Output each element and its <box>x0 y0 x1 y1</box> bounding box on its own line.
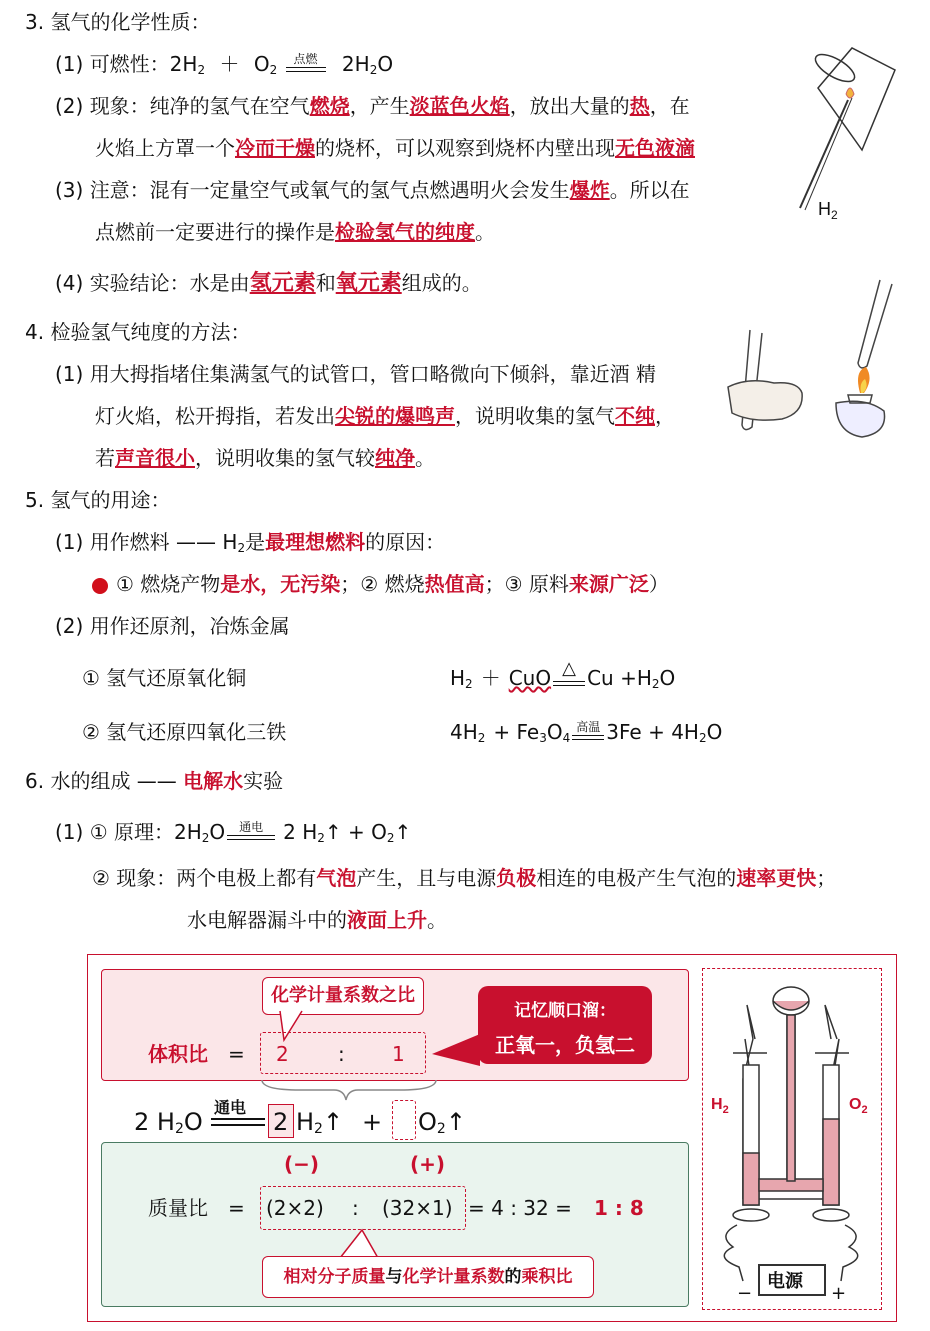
mass-h2: (2×2) <box>266 1196 324 1220</box>
apparatus-h2: $H_2$ <box>711 1096 729 1116</box>
test-tube-lamp-figure <box>720 275 920 445</box>
volume-label: 体积比 <box>148 1042 208 1066</box>
diagram-o2: $O_2↑$ <box>418 1108 466 1137</box>
mass-eq-sign: = <box>228 1196 245 1220</box>
mass-callout-pointer <box>320 1224 420 1260</box>
memo-pointer <box>430 1032 482 1072</box>
purity-line-2: 灯火焰，松开拇指，若发出尖锐的爆鸣声，说明收集的氢气不纯， <box>95 404 675 428</box>
conclusion-line: (4) 实验结论：水是由氢元素和氧元素组成的。 <box>55 271 482 296</box>
fig-h2-label: $H_2$ <box>818 199 838 222</box>
electrolysis-phenomenon-2: 水电解器漏斗中的液面上升。 <box>187 908 447 932</box>
condition-ignite: 点燃 <box>284 53 328 79</box>
diagram-cond: 通电 <box>214 1098 247 1117</box>
diagram-h2: $H_2↑$ <box>296 1108 344 1137</box>
mass-result: 1 : 8 <box>594 1196 644 1220</box>
memo-text: 正氧一，负氢二 <box>495 1033 635 1057</box>
volume-o2: 1 <box>392 1042 405 1066</box>
beaker-flame-figure <box>780 40 910 225</box>
memo-title: 记忆顺口溜： <box>514 1001 616 1021</box>
minus-label: − <box>737 1283 753 1304</box>
section-6-heading: 6. 水的组成 —— 电解水实验 <box>25 769 284 793</box>
power-label: 电源 <box>767 1271 803 1292</box>
volume-eq-sign: = <box>228 1042 245 1066</box>
cond-bar-2 <box>211 1124 265 1126</box>
stoich-callout: 化学计量系数之比 <box>262 977 424 1015</box>
diagram-plus: + <box>362 1108 383 1136</box>
diagram-water: 2 $H_2O$ <box>134 1108 203 1137</box>
phenomenon-line-1: (2) 现象：纯净的氢气在空气燃烧，产生淡蓝色火焰，放出大量的热，在 <box>55 94 690 118</box>
pos-label: (+) <box>410 1152 446 1176</box>
electrolysis-principle: (1) ① 原理：$2H_2O$ 通电 2 $H_2↑$ + $O_2↑$ <box>55 819 412 845</box>
purity-line-3: 若声音很小，说明收集的氢气较纯净。 <box>95 446 435 470</box>
neg-label: (−) <box>284 1152 320 1176</box>
mass-label: 质量比 <box>148 1196 208 1220</box>
eq-product-o: O <box>377 52 394 76</box>
eq-product: 2H <box>341 52 370 76</box>
brace <box>260 1078 440 1102</box>
combustion-equation: (1) 可燃性：$2H_2 + O_2$ 点燃 $2H_2O$ <box>55 51 394 77</box>
section-4-heading: 4. 检验氢气纯度的方法： <box>25 320 251 344</box>
cuo-equation: $H_2$ ＋ CuO △ $Cu +H_2O$ <box>450 657 676 691</box>
mass-colon: : <box>352 1196 359 1220</box>
mass-o2: (32×1) <box>382 1196 453 1220</box>
mass-calc: = 4 : 32 = <box>468 1196 572 1220</box>
electrolysis-apparatus <box>702 968 882 1310</box>
volume-h2: 2 <box>276 1042 289 1066</box>
apparatus-o2: $O_2$ <box>849 1096 868 1116</box>
memo-bubble <box>478 986 652 1064</box>
fe3o4-label: ② 氢气还原四氧化三铁 <box>82 720 287 744</box>
caution-line-1: (3) 注意：混有一定量空气或氧气的氢气点燃遇明火会发生爆炸。所以在 <box>55 178 690 202</box>
plus-label: + <box>831 1283 847 1304</box>
section-3-heading: 3. 氢气的化学性质： <box>25 10 211 34</box>
cond-bar-1 <box>211 1118 265 1120</box>
fuel-reasons: ① 燃烧产物是水，无污染；② 燃烧热值高；③ 原料来源广泛） <box>92 570 669 598</box>
mass-callout: 相对分子质量与化学计量系数的乘积比 <box>262 1256 594 1298</box>
phenomenon-line-2: 火焰上方罩一个冷而干燥的烧杯，可以观察到烧杯内壁出现无色液滴 <box>95 136 695 160</box>
volume-colon: : <box>338 1042 345 1066</box>
section-5-heading: 5. 氢气的用途： <box>25 488 171 512</box>
electrolysis-phenomenon-1: ② 现象：两个电极上都有气泡产生，且与电源负极相连的电极产生气泡的速率更快； <box>92 866 837 890</box>
reductant-line: (2) 用作还原剂，冶炼金属 <box>55 614 290 638</box>
purity-line-1: (1) 用大拇指堵住集满氢气的试管口，管口略微向下倾斜，靠近酒 精 <box>55 362 657 386</box>
fe3o4-equation: $4H_2 + Fe_3O_4$ 高温 $3Fe + 4H_2O$ <box>450 719 723 745</box>
bullet-dot <box>92 578 108 594</box>
caution-line-2: 点燃前一定要进行的操作是检验氢气的纯度。 <box>95 220 495 244</box>
o2-coef-box <box>392 1100 416 1140</box>
fuel-line: (1) 用作燃料 —— $H_2$是最理想燃料的原因： <box>55 530 446 555</box>
cuo-label: ① 氢气还原氧化铜 <box>82 666 247 690</box>
eq-text: (1) 可燃性：2H <box>55 52 198 76</box>
eq-o2: O <box>253 52 270 76</box>
diagram-coef: 2 <box>273 1108 289 1136</box>
